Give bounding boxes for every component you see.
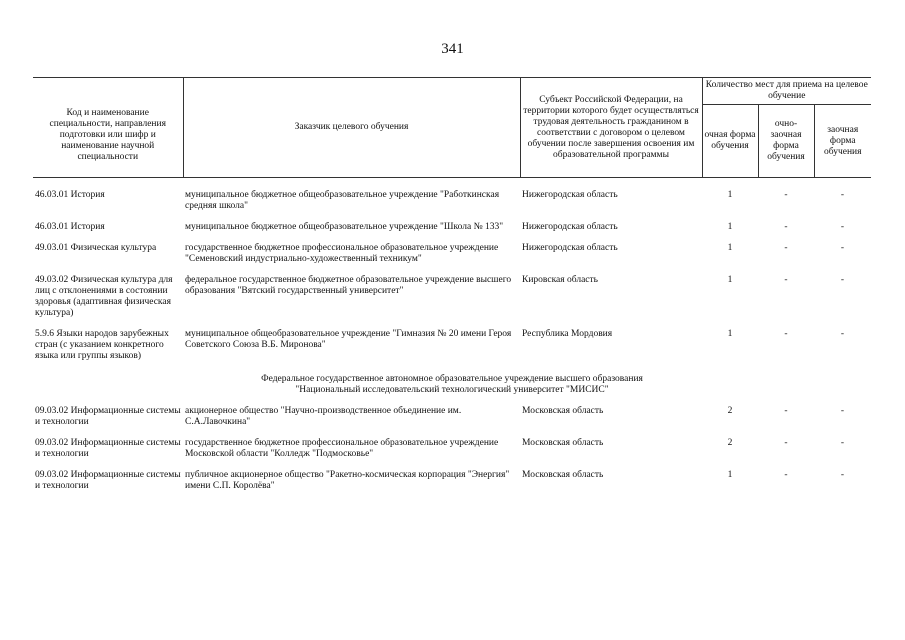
cell-customer: акционерное общество "Научно-производственное объединение им. С.А.Лавочкина" <box>185 406 462 427</box>
cell-code: 5.9.6 Языки народов зарубежных стран (с указанием конкретного языка или группы языков) <box>35 329 169 361</box>
cell-code: 46.03.01 История <box>35 190 105 200</box>
cell-customer: публичное акционерное общество "Ракетно-космическая корпорация "Энергия" имени С.П. Королёва" <box>185 470 510 491</box>
header-fulltime: очная форма обучения <box>702 105 758 178</box>
section-heading-line1: Федеральное государственное автономное образовательное учреждение высшего образования <box>261 374 643 384</box>
cell-extramural: - <box>840 470 845 480</box>
table-row <box>33 273 871 327</box>
cell-subject: Кировская область <box>522 275 599 285</box>
cell-code: 49.03.02 Физическая культура для лиц с отклонениями в состоянии здоровья (адаптивная физическая культура) <box>35 275 173 318</box>
cell-customer: государственное бюджетное профессиональное образовательное учреждение "Семеновский индустриально-художественный техникум" <box>185 243 499 264</box>
cell-mixed: - <box>784 438 788 448</box>
cell-customer: государственное бюджетное профессиональное образовательное учреждение Московской области "Колледж "Подмосковье" <box>185 438 499 459</box>
header-customer: Заказчик целевого обучения <box>183 78 520 178</box>
cell-customer: федеральное государственное бюджетное образовательное учреждение высшего образования "Вятский государственный университет" <box>185 275 512 296</box>
cell-mixed: - <box>784 243 788 253</box>
header-mixed: очно-заочная форма обучения <box>758 105 814 178</box>
cell-mixed: - <box>784 406 788 416</box>
cell-code: 49.03.01 Физическая культура <box>35 243 157 253</box>
header-subject: Субъект Российской Федерации, на территории которого будет осуществляться трудовая деятельность гражданином в соответствии с договором о целевом обучении после завершения освоения им образовательной программы <box>520 78 702 178</box>
cell-extramural: - <box>840 222 845 232</box>
cell-extramural: - <box>840 190 845 200</box>
header-places: Количество мест для приема на целевое обучение <box>702 78 871 105</box>
cell-code: 09.03.02 Информационные системы и технологии <box>35 470 181 491</box>
target-admission-table <box>33 77 871 500</box>
cell-code: 09.03.02 Информационные системы и технологии <box>35 406 181 427</box>
cell-fulltime: 1 <box>727 275 733 285</box>
cell-customer: муниципальное общеобразовательное учреждение "Гимназия № 20 имени Героя Советского Союза В.Б. Миронова" <box>185 329 512 350</box>
cell-mixed: - <box>784 470 788 480</box>
cell-subject: Нижегородская область <box>522 190 618 200</box>
cell-fulltime: 1 <box>727 329 733 339</box>
cell-subject: Московская область <box>522 438 604 448</box>
cell-subject: Нижегородская область <box>522 243 618 253</box>
cell-extramural: - <box>840 438 845 448</box>
cell-code: 46.03.01 История <box>35 222 105 232</box>
cell-subject: Московская область <box>522 406 604 416</box>
table-row <box>33 468 871 500</box>
header-code: Код и наименование специальности, направления подготовки или шифр и наименование научной специальности <box>33 78 183 178</box>
cell-subject: Московская область <box>522 470 604 480</box>
cell-fulltime: 1 <box>727 190 733 200</box>
cell-mixed: - <box>784 329 788 339</box>
page-number: 341 <box>441 41 464 57</box>
cell-extramural: - <box>840 406 845 416</box>
cell-mixed: - <box>784 190 788 200</box>
cell-mixed: - <box>784 275 788 285</box>
cell-subject: Нижегородская область <box>522 222 618 232</box>
cell-mixed: - <box>784 222 788 232</box>
cell-customer: муниципальное бюджетное общеобразовательное учреждение "Работкинская средняя школа" <box>185 190 500 211</box>
section-heading-row <box>33 370 871 404</box>
table-row <box>33 188 871 220</box>
cell-extramural: - <box>840 243 845 253</box>
cell-extramural: - <box>840 329 845 339</box>
table-row <box>33 241 871 273</box>
cell-code: 09.03.02 Информационные системы и технологии <box>35 438 181 459</box>
cell-fulltime: 1 <box>727 470 733 480</box>
cell-customer: муниципальное бюджетное общеобразовательное учреждение "Школа № 133" <box>185 222 504 232</box>
cell-extramural: - <box>840 275 845 285</box>
header-extramural: заочная форма обучения <box>814 105 871 178</box>
cell-subject: Республика Мордовия <box>522 329 613 339</box>
cell-fulltime: 2 <box>727 406 733 416</box>
cell-fulltime: 1 <box>727 222 733 232</box>
cell-fulltime: 1 <box>727 243 733 253</box>
table-row <box>33 327 871 370</box>
table-row <box>33 436 871 468</box>
table-row <box>33 404 871 436</box>
cell-fulltime: 2 <box>727 438 733 448</box>
section-heading-line2: "Национальный исследовательский технологический университет "МИСИС" <box>295 385 609 395</box>
table-row <box>33 220 871 241</box>
